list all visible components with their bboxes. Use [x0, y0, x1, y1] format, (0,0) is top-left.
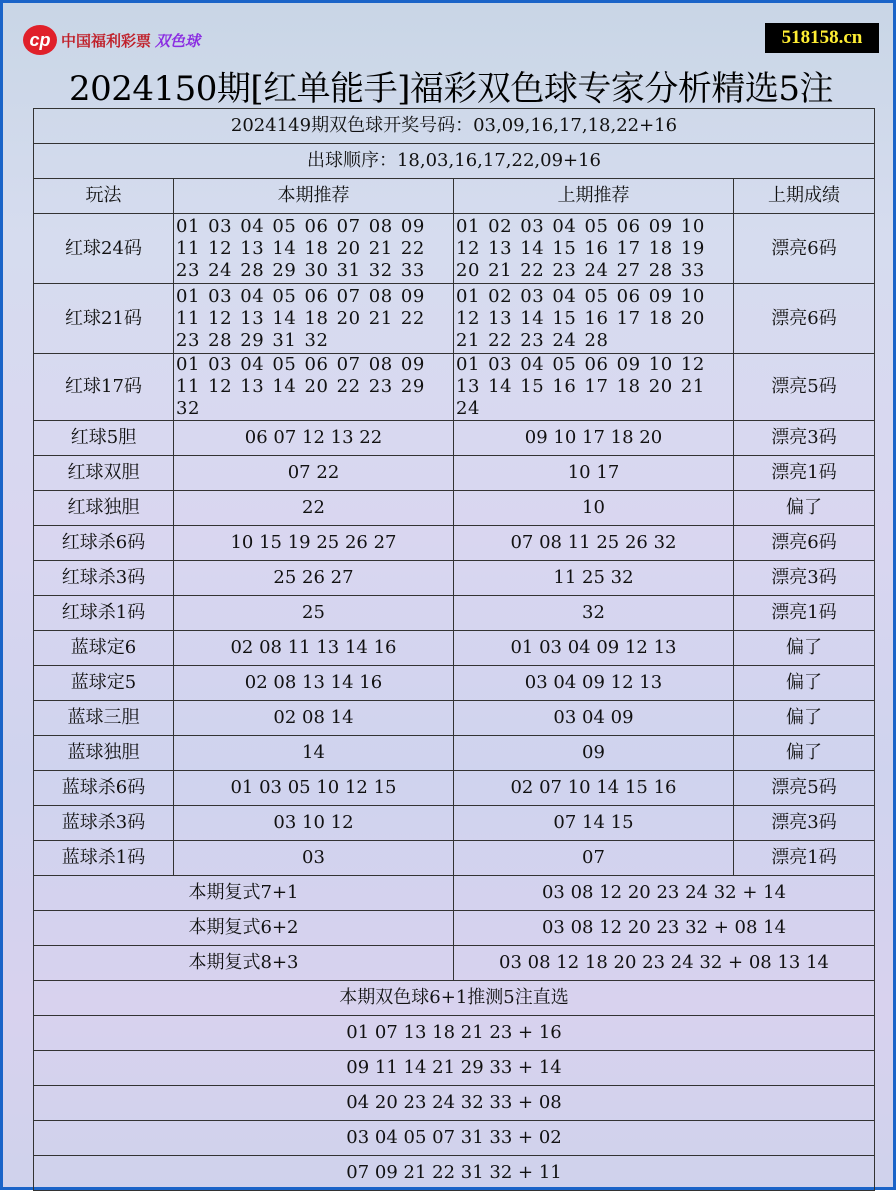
current-pick: 22	[174, 491, 454, 526]
col-header: 玩法	[34, 179, 174, 214]
table-row	[34, 596, 875, 631]
table-row	[34, 421, 875, 456]
compound-row	[34, 946, 875, 981]
compound-label: 本期复式8+3	[34, 946, 454, 981]
current-pick: 25	[174, 596, 454, 631]
current-pick: 02 08 13 14 16	[174, 666, 454, 701]
current-pick: 01 03 05 10 12 15	[174, 771, 454, 806]
table-row	[34, 561, 875, 596]
previous-pick: 09	[454, 736, 734, 771]
compound-value: 03 08 12 20 23 32 + 08 14	[454, 911, 875, 946]
compound-value: 03 08 12 18 20 23 24 32 + 08 13 14	[454, 946, 875, 981]
page-title: 2024150期[红单能手]福彩双色球专家分析精选5注	[68, 69, 834, 109]
current-pick: 03	[174, 841, 454, 876]
table-row	[34, 736, 875, 771]
previous-result: 漂亮1码	[734, 841, 875, 876]
previous-pick: 01 02 03 04 05 06 09 10 12 13 14 15 16 17 18 19 20 21 22 23 24 27 28 33	[454, 214, 734, 284]
previous-pick: 03 04 09 12 13	[454, 666, 734, 701]
pick-row	[34, 1121, 875, 1156]
lottery-logo	[23, 25, 200, 55]
pick-numbers: 01 07 13 18 21 23 + 16	[34, 1016, 875, 1051]
play-type: 红球杀1码	[34, 596, 174, 631]
previous-result: 漂亮1码	[734, 596, 875, 631]
picks-title: 本期双色球6+1推测5注直选	[34, 981, 875, 1016]
pick-numbers: 04 20 23 24 32 33 + 08	[34, 1086, 875, 1121]
header-row	[34, 179, 875, 214]
table-row	[34, 771, 875, 806]
site-badge: 518158.cn	[765, 23, 879, 53]
play-type: 蓝球独胆	[34, 736, 174, 771]
pick-row	[34, 1086, 875, 1121]
compound-row	[34, 911, 875, 946]
table-row	[34, 456, 875, 491]
previous-result: 偏了	[734, 666, 875, 701]
compound-label: 本期复式7+1	[34, 876, 454, 911]
play-type: 红球杀6码	[34, 526, 174, 561]
previous-pick: 07 14 15	[454, 806, 734, 841]
current-pick: 06 07 12 13 22	[174, 421, 454, 456]
pick-row	[34, 1051, 875, 1086]
play-type: 红球24码	[34, 214, 174, 284]
previous-pick: 02 07 10 14 15 16	[454, 771, 734, 806]
table-row	[34, 806, 875, 841]
current-pick: 01 03 04 05 06 07 08 09 11 12 13 14 18 20 21 22 23 24 28 29 30 31 32 33	[174, 214, 454, 284]
previous-result: 偏了	[734, 631, 875, 666]
play-type: 蓝球三胆	[34, 701, 174, 736]
compound-label: 本期复式6+2	[34, 911, 454, 946]
current-pick: 02 08 11 13 14 16	[174, 631, 454, 666]
current-pick: 01 03 04 05 06 07 08 09 11 12 13 14 18 20 21 22 23 28 29 31 32	[174, 284, 454, 354]
previous-result: 漂亮3码	[734, 421, 875, 456]
previous-result: 漂亮1码	[734, 456, 875, 491]
pick-row	[34, 1016, 875, 1051]
previous-result: 漂亮5码	[734, 354, 875, 421]
play-type: 蓝球定5	[34, 666, 174, 701]
table-row	[34, 701, 875, 736]
previous-result: 偏了	[734, 701, 875, 736]
draw-info: 2024149期双色球开奖号码：03,09,16,17,18,22+16	[34, 109, 875, 144]
table-row	[34, 354, 875, 421]
previous-result: 漂亮5码	[734, 771, 875, 806]
pick-row	[34, 1156, 875, 1191]
current-pick: 14	[174, 736, 454, 771]
play-type: 蓝球杀3码	[34, 806, 174, 841]
table-row	[34, 526, 875, 561]
current-pick: 25 26 27	[174, 561, 454, 596]
play-type: 蓝球定6	[34, 631, 174, 666]
compound-row	[34, 876, 875, 911]
pick-numbers: 07 09 21 22 31 32 + 11	[34, 1156, 875, 1191]
analysis-table	[33, 108, 875, 1191]
previous-result: 偏了	[734, 736, 875, 771]
compound-value: 03 08 12 20 23 24 32 + 14	[454, 876, 875, 911]
previous-pick: 11 25 32	[454, 561, 734, 596]
current-pick: 03 10 12	[174, 806, 454, 841]
table-row	[34, 491, 875, 526]
col-header: 本期推荐	[174, 179, 454, 214]
play-type: 蓝球杀6码	[34, 771, 174, 806]
order-info: 出球顺序：18,03,16,17,22,09+16	[34, 144, 875, 179]
table-row	[34, 841, 875, 876]
previous-pick: 01 03 04 09 12 13	[454, 631, 734, 666]
play-type: 红球17码	[34, 354, 174, 421]
pick-numbers: 03 04 05 07 31 33 + 02	[34, 1121, 875, 1156]
play-type: 红球杀3码	[34, 561, 174, 596]
previous-pick: 07	[454, 841, 734, 876]
current-pick: 02 08 14	[174, 701, 454, 736]
previous-result: 偏了	[734, 491, 875, 526]
previous-result: 漂亮3码	[734, 806, 875, 841]
table-row	[34, 631, 875, 666]
current-pick: 01 03 04 05 06 07 08 09 11 12 13 14 20 22 23 29 32	[174, 354, 454, 421]
play-type: 红球21码	[34, 284, 174, 354]
previous-pick: 07 08 11 25 26 32	[454, 526, 734, 561]
play-type: 红球独胆	[34, 491, 174, 526]
table-row	[34, 666, 875, 701]
previous-pick: 10 17	[454, 456, 734, 491]
previous-pick: 01 03 04 05 06 09 10 12 13 14 15 16 17 18 20 21 24	[454, 354, 734, 421]
previous-pick: 03 04 09	[454, 701, 734, 736]
col-header: 上期推荐	[454, 179, 734, 214]
table-row	[34, 214, 875, 284]
previous-pick: 01 02 03 04 05 06 09 10 12 13 14 15 16 17 18 20 21 22 23 24 28	[454, 284, 734, 354]
play-type: 红球双胆	[34, 456, 174, 491]
previous-result: 漂亮6码	[734, 214, 875, 284]
previous-pick: 10	[454, 491, 734, 526]
previous-result: 漂亮6码	[734, 526, 875, 561]
col-header: 上期成绩	[734, 179, 875, 214]
previous-pick: 09 10 17 18 20	[454, 421, 734, 456]
current-pick: 07 22	[174, 456, 454, 491]
previous-result: 漂亮3码	[734, 561, 875, 596]
play-type: 蓝球杀1码	[34, 841, 174, 876]
logo-brand: 双色球	[155, 31, 201, 50]
play-type: 红球5胆	[34, 421, 174, 456]
current-pick: 10 15 19 25 26 27	[174, 526, 454, 561]
previous-result: 漂亮6码	[734, 284, 875, 354]
logo-icon: cp	[23, 25, 57, 55]
previous-pick: 32	[454, 596, 734, 631]
pick-numbers: 09 11 14 21 29 33 + 14	[34, 1051, 875, 1086]
logo-text: 中国福利彩票	[61, 31, 152, 50]
table-row	[34, 284, 875, 354]
